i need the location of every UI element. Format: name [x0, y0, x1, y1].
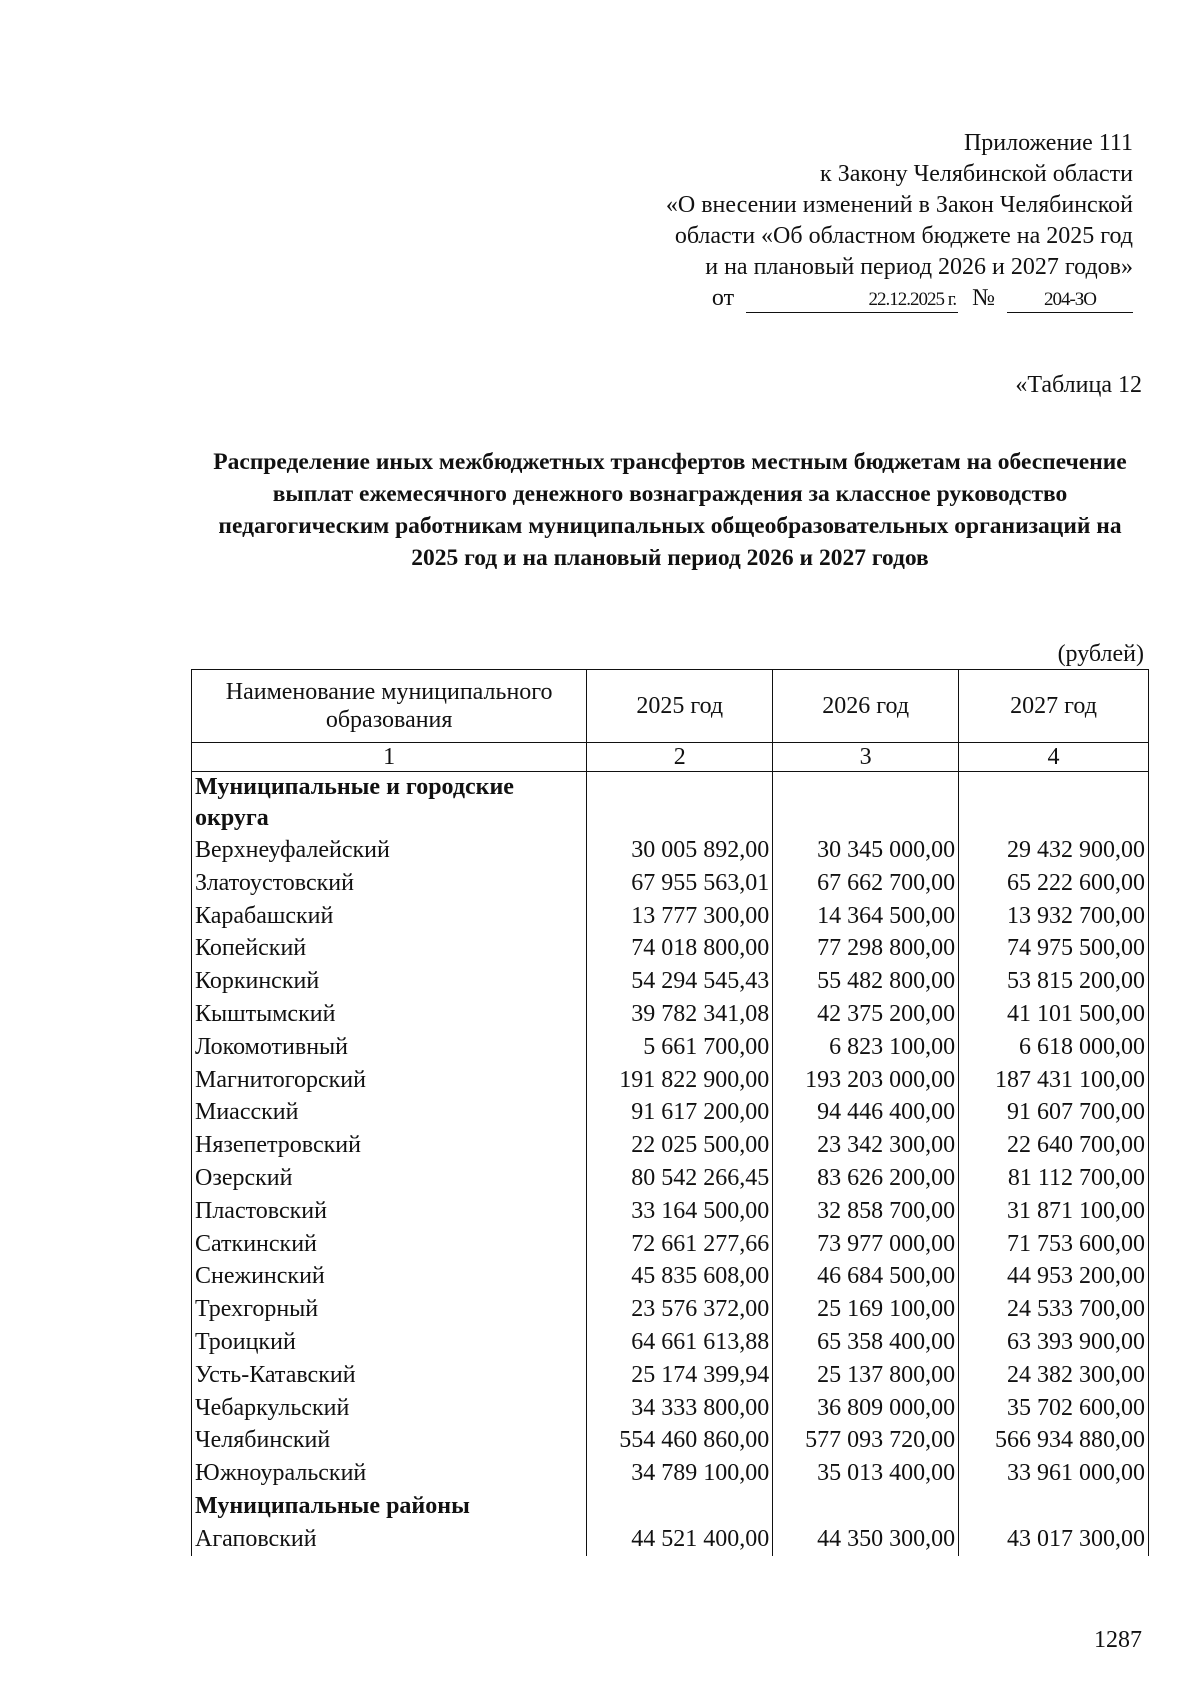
value-2026: 83 626 200,00	[773, 1162, 959, 1195]
group-row	[192, 1490, 1149, 1523]
table-row	[192, 1162, 1149, 1195]
table-row	[192, 1031, 1149, 1064]
municipality-name: Саткинский	[192, 1228, 587, 1261]
municipality-name: Усть-Катавский	[192, 1359, 587, 1392]
value-2026: 35 013 400,00	[773, 1457, 959, 1490]
value-2026: 77 298 800,00	[773, 932, 959, 965]
municipality-name: Пластовский	[192, 1195, 587, 1228]
value-2027: 63 393 900,00	[959, 1326, 1149, 1359]
value-2026: 36 809 000,00	[773, 1392, 959, 1425]
table-row	[192, 1523, 1149, 1556]
value-2026: 25 137 800,00	[773, 1359, 959, 1392]
value-2026: 14 364 500,00	[773, 900, 959, 933]
value-2027: 53 815 200,00	[959, 965, 1149, 998]
value-2025: 74 018 800,00	[587, 932, 773, 965]
group-label: Муниципальные районы	[192, 1490, 587, 1523]
value-2027: 71 753 600,00	[959, 1228, 1149, 1261]
value-2027: 22 640 700,00	[959, 1129, 1149, 1162]
group-row	[192, 772, 1149, 835]
header-2026: 2026 год	[773, 670, 959, 743]
municipality-name: Челябинский	[192, 1424, 587, 1457]
municipality-name: Миасский	[192, 1096, 587, 1129]
municipality-name: Озерский	[192, 1162, 587, 1195]
table-row	[192, 1326, 1149, 1359]
value-2027: 31 871 100,00	[959, 1195, 1149, 1228]
value-2027: 187 431 100,00	[959, 1064, 1149, 1097]
value-2026: 25 169 100,00	[773, 1293, 959, 1326]
value-2026: 42 375 200,00	[773, 998, 959, 1031]
value-2026: 67 662 700,00	[773, 867, 959, 900]
table-row	[192, 1457, 1149, 1490]
value-2025: 23 576 372,00	[587, 1293, 773, 1326]
value-2025: 22 025 500,00	[587, 1129, 773, 1162]
municipality-name: Верхнеуфалейский	[192, 834, 587, 867]
header-2027: 2027 год	[959, 670, 1149, 743]
appendix-date-line	[573, 283, 1133, 314]
value-2025: 25 174 399,94	[587, 1359, 773, 1392]
municipality-name: Копейский	[192, 932, 587, 965]
value-2027: 41 101 500,00	[959, 998, 1149, 1031]
value-2025: 13 777 300,00	[587, 900, 773, 933]
appendix-header	[573, 128, 1133, 314]
table-row	[192, 1260, 1149, 1293]
table-row	[192, 998, 1149, 1031]
appendix-law-name-1: «О внесении изменений в Закон Челябинской	[665, 192, 1133, 218]
value-2026: 73 977 000,00	[773, 1228, 959, 1261]
municipality-name: Южноуральский	[192, 1457, 587, 1490]
value-2025: 72 661 277,66	[587, 1228, 773, 1261]
law-date: 22.12.2025 г.	[746, 288, 958, 313]
value-2025: 34 333 800,00	[587, 1392, 773, 1425]
value-2026: 30 345 000,00	[773, 834, 959, 867]
municipality-name: Магнитогорский	[192, 1064, 587, 1097]
value-2025: 80 542 266,45	[587, 1162, 773, 1195]
value-2026: 44 350 300,00	[773, 1523, 959, 1556]
municipality-name: Локомотивный	[192, 1031, 587, 1064]
table-row	[192, 1293, 1149, 1326]
appendix-title: Приложение 111	[963, 130, 1133, 156]
law-number: 204-ЗО	[1007, 288, 1133, 313]
table-row	[192, 834, 1149, 867]
column-number-row	[192, 743, 1149, 772]
value-2027: 74 975 500,00	[959, 932, 1149, 965]
page-title: Распределение иных межбюджетных трансфертов местным бюджетам на обеспечение выплат ежемесячного денежного вознаграждения за классное руководство педагогическим работникам муниципальных общеобразовательных организаций на 2025 год и на плановый период 2026 и 2027 годов	[213, 449, 1127, 571]
value-2027: 91 607 700,00	[959, 1096, 1149, 1129]
municipality-name: Коркинский	[192, 965, 587, 998]
value-2027: 13 932 700,00	[959, 900, 1149, 933]
municipality-name: Чебаркульский	[192, 1392, 587, 1425]
value-2025: 54 294 545,43	[587, 965, 773, 998]
value-2025: 5 661 700,00	[587, 1031, 773, 1064]
header-2025: 2025 год	[587, 670, 773, 743]
value-2027: 35 702 600,00	[959, 1392, 1149, 1425]
value-2026: 65 358 400,00	[773, 1326, 959, 1359]
value-2027: 24 533 700,00	[959, 1293, 1149, 1326]
value-2027: 65 222 600,00	[959, 867, 1149, 900]
value-2026: 32 858 700,00	[773, 1195, 959, 1228]
value-2025: 33 164 500,00	[587, 1195, 773, 1228]
value-2025: 64 661 613,88	[587, 1326, 773, 1359]
table-row	[192, 867, 1149, 900]
value-2027: 29 432 900,00	[959, 834, 1149, 867]
value-2025: 67 955 563,01	[587, 867, 773, 900]
value-2027: 81 112 700,00	[959, 1162, 1149, 1195]
value-2025: 44 521 400,00	[587, 1523, 773, 1556]
header-municipality: Наименование муниципального образования	[192, 670, 587, 743]
value-2027: 33 961 000,00	[959, 1457, 1149, 1490]
table-header-row	[192, 670, 1149, 743]
municipality-name: Троицкий	[192, 1326, 587, 1359]
table-row	[192, 1424, 1149, 1457]
municipality-name: Агаповский	[192, 1523, 587, 1556]
table-label: «Таблица 12	[1015, 372, 1142, 398]
distribution-table	[191, 669, 1149, 1556]
value-2025: 30 005 892,00	[587, 834, 773, 867]
value-2025: 191 822 900,00	[587, 1064, 773, 1097]
appendix-law-name-3: и на плановый период 2026 и 2027 годов»	[705, 254, 1133, 280]
value-2025: 554 460 860,00	[587, 1424, 773, 1457]
appendix-law-name-2: области «Об областном бюджете на 2025 год	[674, 223, 1133, 249]
table-row	[192, 1359, 1149, 1392]
municipality-name: Нязепетровский	[192, 1129, 587, 1162]
value-2026: 94 446 400,00	[773, 1096, 959, 1129]
table-row	[192, 932, 1149, 965]
number-label: №	[972, 285, 995, 311]
municipality-name: Снежинский	[192, 1260, 587, 1293]
units-label: (рублей)	[1057, 641, 1144, 667]
value-2027: 44 953 200,00	[959, 1260, 1149, 1293]
municipality-name: Карабашский	[192, 900, 587, 933]
value-2026: 55 482 800,00	[773, 965, 959, 998]
column-number: 3	[773, 743, 959, 772]
group-label: Муниципальные и городские округа	[192, 772, 587, 835]
appendix-law-ref: к Закону Челябинской области	[820, 161, 1133, 187]
table-row	[192, 1195, 1149, 1228]
value-2026: 6 823 100,00	[773, 1031, 959, 1064]
table-row	[192, 1064, 1149, 1097]
from-label: от	[711, 285, 735, 311]
value-2027: 566 934 880,00	[959, 1424, 1149, 1457]
value-2026: 46 684 500,00	[773, 1260, 959, 1293]
table-row	[192, 965, 1149, 998]
table-row	[192, 1129, 1149, 1162]
value-2025: 34 789 100,00	[587, 1457, 773, 1490]
table-row	[192, 1096, 1149, 1129]
municipality-name: Трехгорный	[192, 1293, 587, 1326]
value-2025: 39 782 341,08	[587, 998, 773, 1031]
column-number: 4	[959, 743, 1149, 772]
municipality-name: Златоустовский	[192, 867, 587, 900]
value-2025: 91 617 200,00	[587, 1096, 773, 1129]
value-2026: 193 203 000,00	[773, 1064, 959, 1097]
column-number: 1	[192, 743, 587, 772]
table-row	[192, 1228, 1149, 1261]
table-row	[192, 900, 1149, 933]
value-2027: 24 382 300,00	[959, 1359, 1149, 1392]
column-number: 2	[587, 743, 773, 772]
value-2027: 6 618 000,00	[959, 1031, 1149, 1064]
value-2026: 577 093 720,00	[773, 1424, 959, 1457]
page-number: 1287	[1094, 1627, 1142, 1653]
table-row	[192, 1392, 1149, 1425]
value-2027: 43 017 300,00	[959, 1523, 1149, 1556]
municipality-name: Кыштымский	[192, 998, 587, 1031]
value-2025: 45 835 608,00	[587, 1260, 773, 1293]
value-2026: 23 342 300,00	[773, 1129, 959, 1162]
